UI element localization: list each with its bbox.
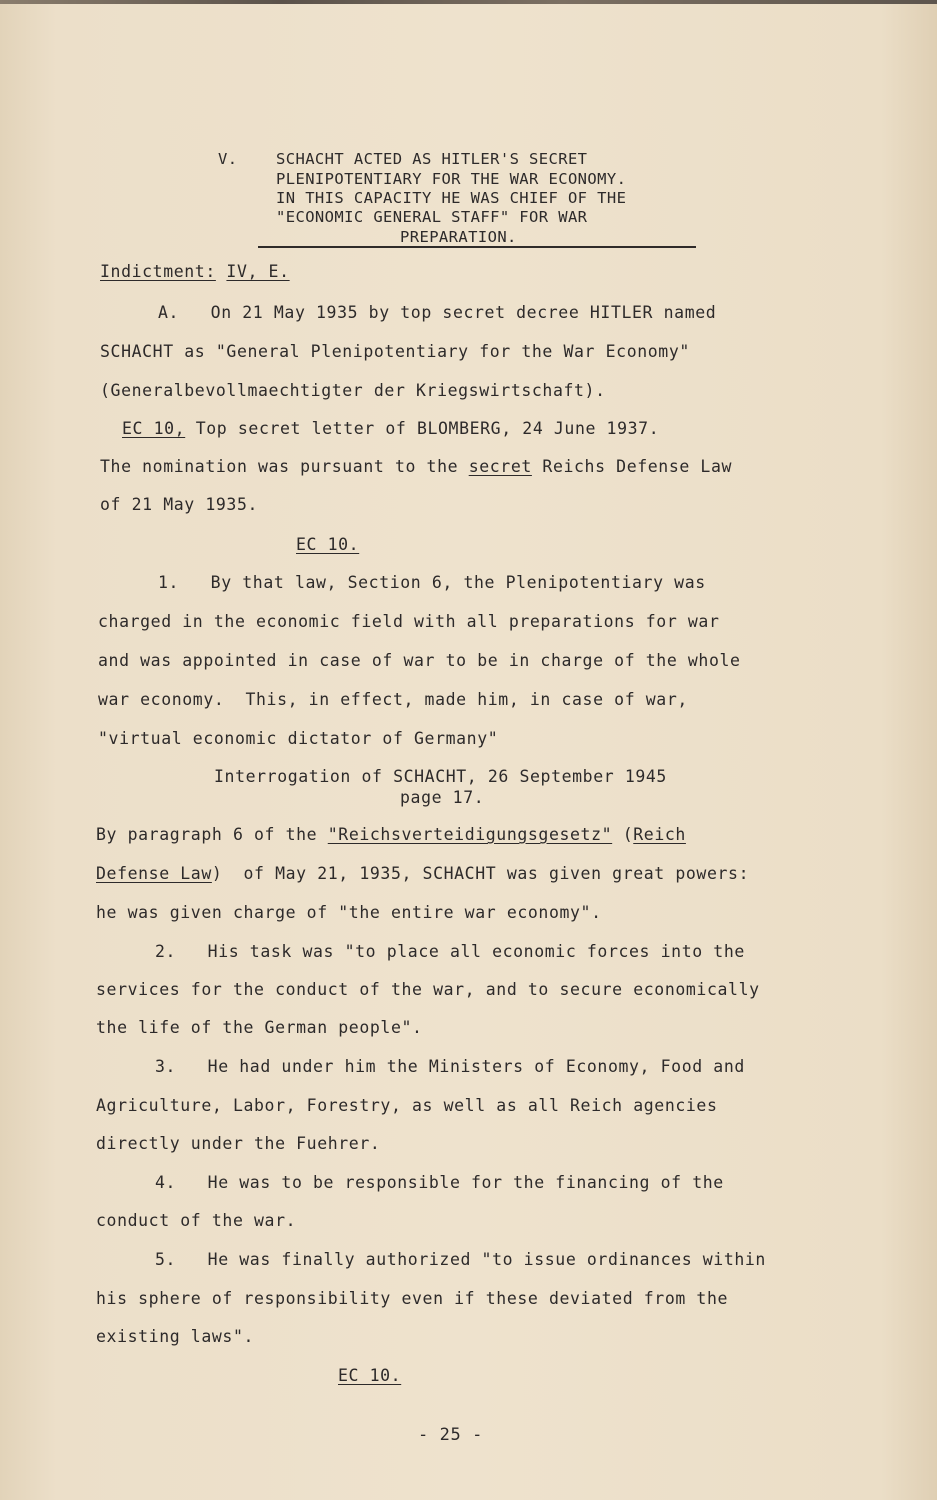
closing-citation: EC 10. bbox=[338, 1366, 402, 1385]
page-number: - 25 - bbox=[418, 1425, 484, 1445]
indictment-label: Indictment: bbox=[100, 262, 216, 281]
para5-line-2: his sphere of responsibility even if these deviated from the bbox=[96, 1289, 729, 1308]
para1-line-5: "virtual economic dictator of Germany" bbox=[98, 729, 499, 748]
paragraph6-line-3: he was given charge of "the entire war economy". bbox=[96, 903, 602, 922]
ec10-letter-line bbox=[122, 419, 659, 438]
nomination-text-b: Reichs Defense Law bbox=[531, 457, 733, 476]
para3-line-3: directly under the Fuehrer. bbox=[96, 1134, 381, 1153]
interrogation-page: page 17. bbox=[400, 788, 485, 807]
para5-line-3: existing laws". bbox=[96, 1327, 255, 1346]
reichsverteidigungsgesetz: "Reichsverteidigungsgesetz" bbox=[327, 825, 613, 844]
para4-line-2: conduct of the war. bbox=[96, 1211, 297, 1230]
paragraph6-text-b: ( bbox=[612, 825, 634, 844]
nomination-text-a: The nomination was pursuant to the bbox=[100, 457, 469, 476]
section-a-line-2: SCHACHT as "General Plenipotentiary for the War Economy" bbox=[100, 342, 690, 361]
heading-line-3: IN THIS CAPACITY HE WAS CHIEF OF THE bbox=[276, 189, 627, 207]
reich-word: Reich bbox=[633, 825, 686, 844]
heading-line-2: PLENIPOTENTIARY FOR THE WAR ECONOMY. bbox=[276, 170, 627, 188]
para3-line-1: 3. He had under him the Ministers of Economy, Food and bbox=[155, 1057, 745, 1076]
ec10-ref: EC 10, bbox=[122, 419, 186, 438]
heading-line-5: PREPARATION. bbox=[400, 228, 517, 246]
section-a-citation: EC 10. bbox=[296, 535, 360, 554]
section-a-line-3: (Generalbevollmaechtigter der Kriegswirtschaft). bbox=[100, 381, 606, 400]
para5-line-1: 5. He was finally authorized "to issue ordinances within bbox=[155, 1250, 766, 1269]
ec10-letter-text: Top secret letter of BLOMBERG, 24 June 1937. bbox=[185, 419, 660, 438]
para2-line-3: the life of the German people". bbox=[96, 1018, 423, 1037]
para4-line-1: 4. He was to be responsible for the financing of the bbox=[155, 1173, 724, 1192]
nomination-line bbox=[100, 457, 732, 476]
para2-line-2: services for the conduct of the war, and to secure economically bbox=[96, 980, 760, 999]
paragraph6-text-a: By paragraph 6 of the bbox=[96, 825, 328, 844]
indictment-ref: IV, E. bbox=[226, 262, 290, 281]
para1-line-2: charged in the economic field with all preparations for war bbox=[98, 612, 720, 631]
nomination-line-2: of 21 May 1935. bbox=[100, 495, 259, 514]
indictment-line bbox=[100, 262, 290, 281]
heading-underline bbox=[258, 246, 696, 248]
para1-line-4: war economy. This, in effect, made him, in case of war, bbox=[98, 690, 688, 709]
heading-line-4: "ECONOMIC GENERAL STAFF" FOR WAR bbox=[276, 208, 588, 226]
defense-law-words: Defense Law bbox=[96, 864, 212, 883]
para2-line-1: 2. His task was "to place all economic forces into the bbox=[155, 942, 745, 961]
paragraph6-line-2 bbox=[96, 864, 749, 883]
nomination-secret: secret bbox=[468, 457, 532, 476]
para1-line-1: 1. By that law, Section 6, the Plenipotentiary was bbox=[158, 573, 706, 592]
top-edge-shadow bbox=[0, 0, 937, 4]
paragraph6-line-1 bbox=[96, 825, 686, 844]
interrogation-citation: Interrogation of SCHACHT, 26 September 1945 bbox=[214, 767, 667, 786]
heading-numeral: V. bbox=[218, 150, 238, 168]
para1-line-3: and was appointed in case of war to be in charge of the whole bbox=[98, 651, 741, 670]
paragraph6-text-c: ) of May 21, 1935, SCHACHT was given great powers: bbox=[211, 864, 750, 883]
section-a-line-1: A. On 21 May 1935 by top secret decree HITLER named bbox=[158, 303, 717, 322]
para3-line-2: Agriculture, Labor, Forestry, as well as all Reich agencies bbox=[96, 1096, 718, 1115]
heading-line-1: SCHACHT ACTED AS HITLER'S SECRET bbox=[276, 150, 588, 168]
